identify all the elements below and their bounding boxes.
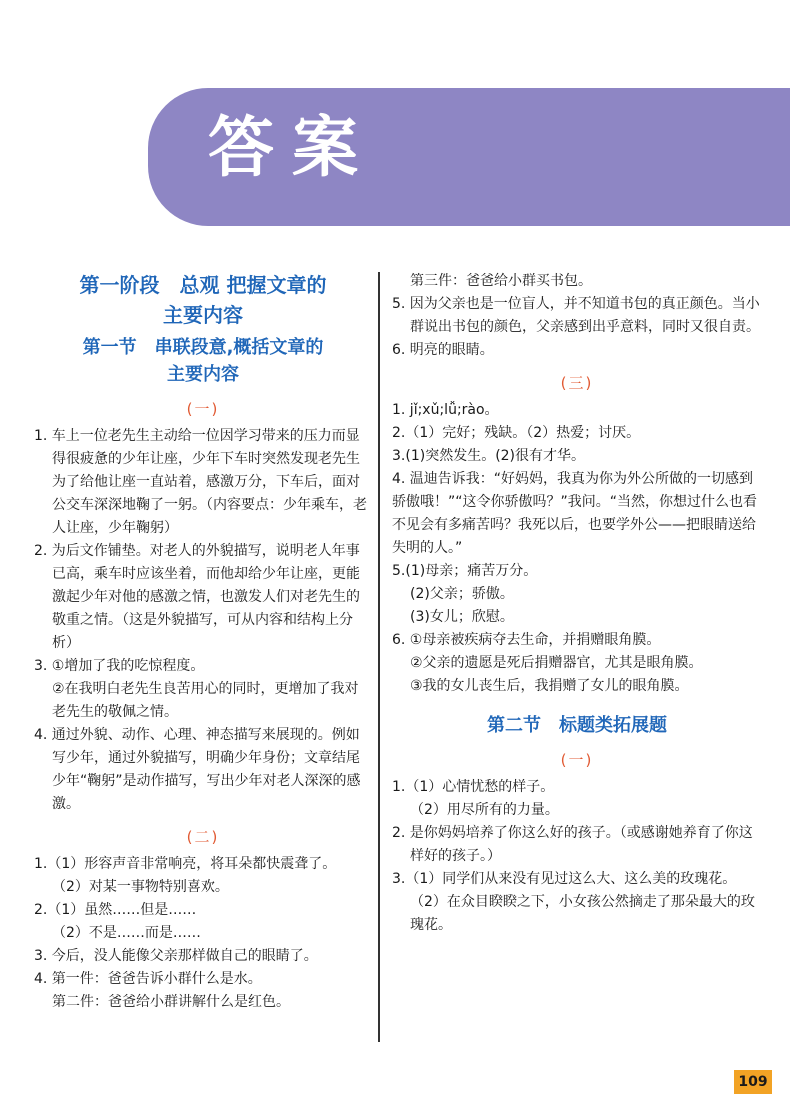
answer-item: （2）不是……而是…… bbox=[52, 925, 201, 941]
answer-item: 5. 因为父亲也是一位盲人，并不知道书包的真正颜色。当小群说出书包的颜色，父亲感到出乎意料，同时又很自责。 bbox=[392, 296, 760, 335]
section-title bbox=[34, 334, 372, 388]
part-marker-4: (一) bbox=[560, 751, 594, 769]
answer-item: (2)父亲；骄傲。 bbox=[410, 586, 514, 602]
answer-item: ②父亲的遗愿是死后捐赠器官，尤其是眼角膜。 bbox=[410, 655, 703, 671]
answer-item: 4. 第一件：爸爸告诉小群什么是水。 bbox=[34, 971, 262, 987]
answer-item: ②在我明白老先生良苦用心的同时，更增加了我对老先生的敬佩之情。 bbox=[52, 681, 359, 720]
stage-title-line2: 主要内容 bbox=[163, 303, 243, 327]
answer-item: 6. ①母亲被疾病夺去生命，并捐赠眼角膜。 bbox=[392, 632, 661, 648]
answer-item: 3. 今后，没人能像父亲那样做自己的眼睛了。 bbox=[34, 948, 318, 964]
part-marker-1: (一) bbox=[186, 400, 220, 418]
answer-item: 3. ①增加了我的吃惊程度。 bbox=[34, 658, 205, 674]
answer-item: 2.（1）完好；残缺。（2）热爱；讨厌。 bbox=[392, 425, 641, 441]
part-marker-2: (二) bbox=[186, 828, 220, 846]
answer-item: 2. 是你妈妈培养了你这么好的孩子。（或感谢她养育了你这样好的孩子。） bbox=[392, 825, 753, 864]
section2-title: 第二节 标题类拓展题 bbox=[487, 715, 667, 736]
answer-item: 5.(1)母亲；痛苦万分。 bbox=[392, 563, 538, 579]
section-title-line1: 第一节 串联段意,概括文章的 bbox=[82, 337, 324, 358]
stage-title-line1: 第一阶段 总观 把握文章的 bbox=[79, 273, 327, 297]
answer-item: 第二件：爸爸给小群讲解什么是红色。 bbox=[52, 994, 290, 1010]
answer-item: 2. 为后文作铺垫。对老人的外貌描写，说明老人年事已高，乘车时应该坐着，而他却给少年让座，更能激起少年对他的感激之情，也激发人们对老先生的敬重之情。（这是外貌描写，可从内容和结构上分析） bbox=[34, 543, 360, 651]
answer-item: 4. 通过外貌、动作、心理、神态描写来展现的。例如写少年，通过外貌描写，明确少年身份；文章结尾少年“鞠躬”是动作描写，写出少年对老人深深的感激。 bbox=[34, 727, 361, 812]
answer-item: （2）在众目睽睽之下，小女孩公然摘走了那朵最大的玫瑰花。 bbox=[410, 894, 755, 933]
answer-item: 第三件：爸爸给小群买书包。 bbox=[410, 273, 592, 289]
answer-item: 1.（1）形容声音非常响亮，将耳朵都快震聋了。 bbox=[34, 856, 337, 872]
answer-item: 4. 温迪告诉我：“好妈妈，我真为你为外公所做的一切感到骄傲哦！”“这令你骄傲吗？”我问。“当然，你想过什么也看不见会有多痛苦吗？我死以后，也要学外公——把眼睛送给失明的人。” bbox=[392, 471, 758, 556]
section-title-line2: 主要内容 bbox=[167, 364, 239, 385]
answer-item: 1. jǐ;xǔ;lǚ;rào。 bbox=[392, 402, 499, 418]
part-marker-3: (三) bbox=[560, 374, 594, 392]
answer-item: ③我的女儿丧生后，我捐赠了女儿的眼角膜。 bbox=[410, 678, 689, 694]
left-column bbox=[34, 270, 372, 1014]
stage-title bbox=[34, 270, 372, 330]
right-column bbox=[392, 270, 762, 937]
column-divider bbox=[378, 272, 380, 1042]
answer-item: 2.（1）虽然……但是…… bbox=[34, 902, 197, 918]
answer-item: （2）用尽所有的力量。 bbox=[410, 802, 559, 818]
page-number: 109 bbox=[734, 1070, 772, 1094]
answer-item: 1. 车上一位老先生主动给一位因学习带来的压力而显得很疲惫的少年让座，少年下车时突然发现老先生为了给他让座一直站着，感激万分，下车后，面对公交车深深地鞠了一躬。（内容要点：少年乘车，老人让座，少年鞠躬） bbox=[34, 428, 367, 536]
answer-item: 1.（1）心情忧愁的样子。 bbox=[392, 779, 555, 795]
page-title: 答案 bbox=[208, 109, 376, 186]
answer-item: (3)女儿；欣慰。 bbox=[410, 609, 514, 625]
answer-item: 3.（1）同学们从来没有见过这么大、这么美的玫瑰花。 bbox=[392, 871, 737, 887]
answer-item: 6. 明亮的眼睛。 bbox=[392, 342, 494, 358]
answer-item: （2）对某一事物特别喜欢。 bbox=[52, 879, 229, 895]
answer-item: 3.(1)突然发生。(2)很有才华。 bbox=[392, 448, 586, 464]
